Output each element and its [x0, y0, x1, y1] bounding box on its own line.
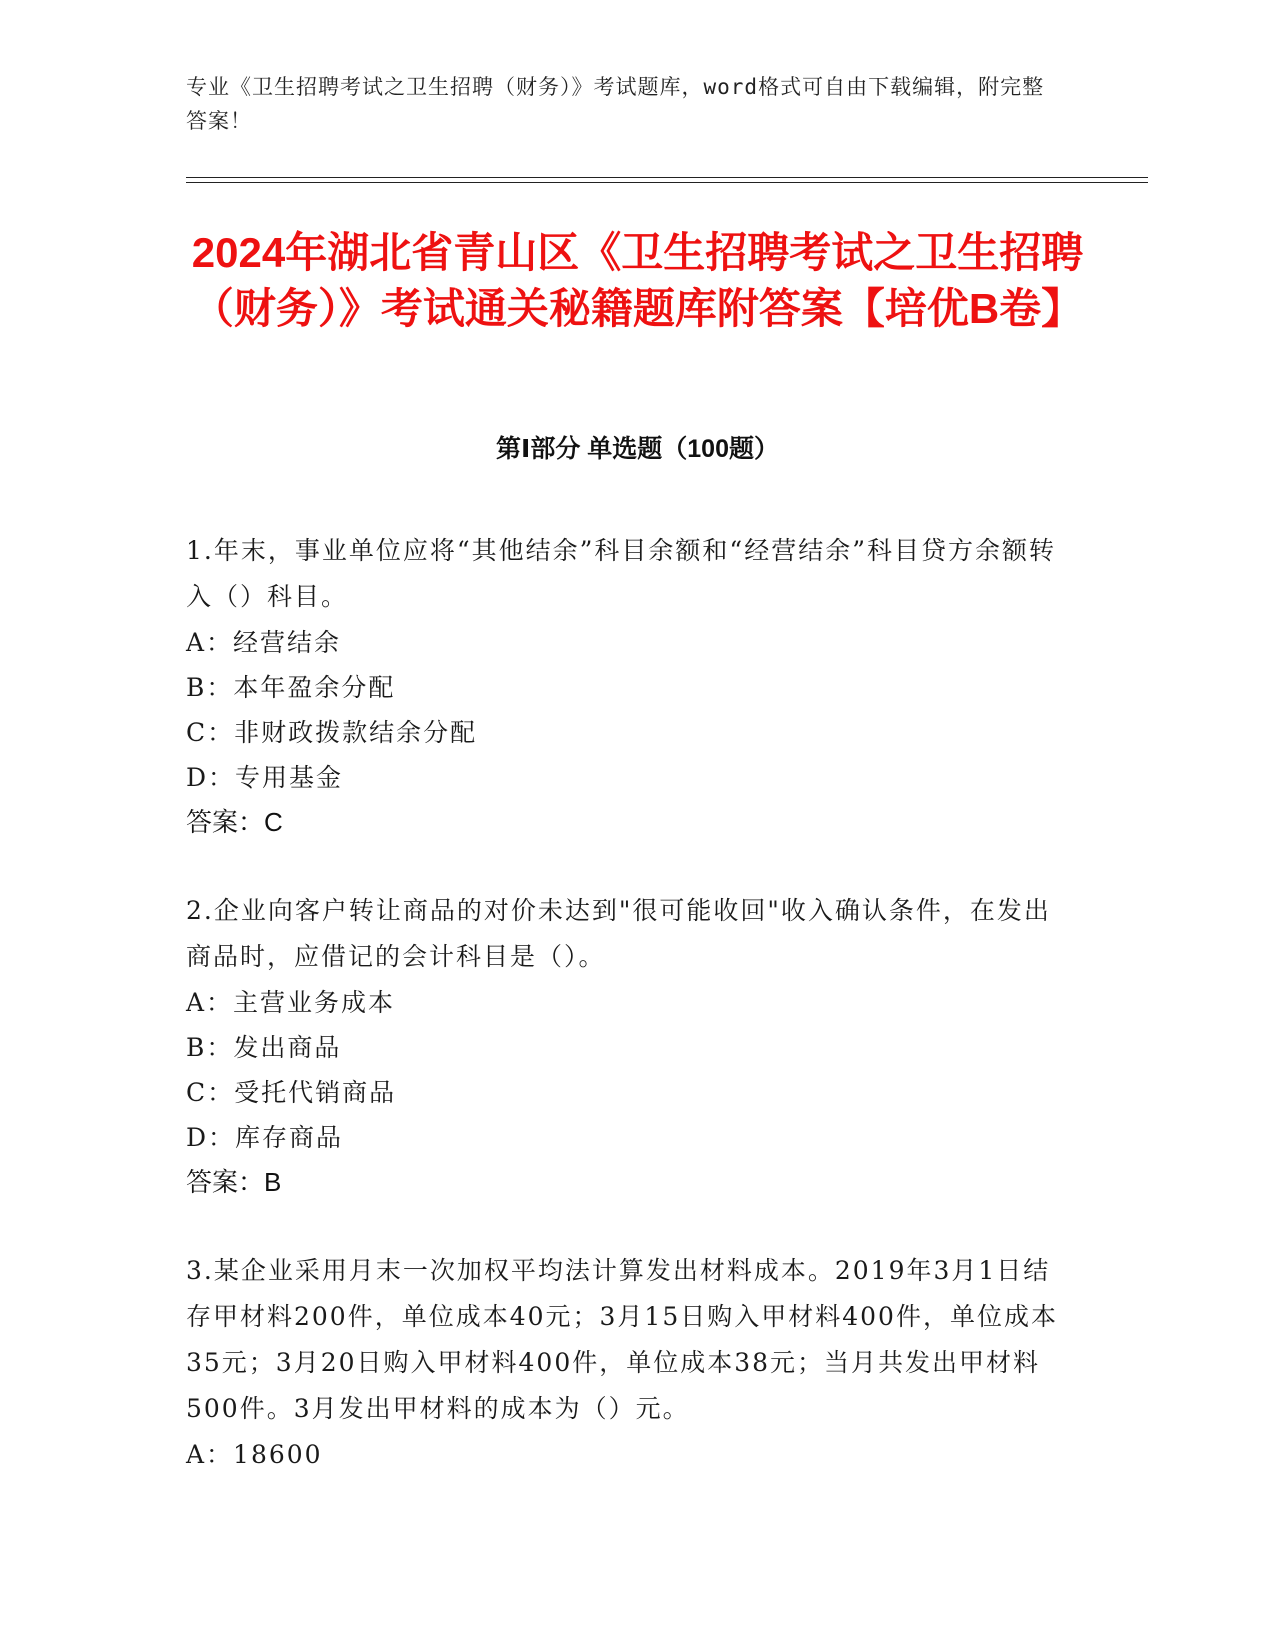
question-list: [186, 528, 1066, 1521]
option-a: A：主营业务成本: [186, 988, 396, 1017]
option-c: C：受托代销商品: [186, 1078, 397, 1107]
answer: 答案：C: [186, 807, 283, 837]
question-stem: 1.年末，事业单位应将“其他结余”科目余额和“经营结余”科目贷方余额转入（）科目。: [186, 536, 1056, 611]
option-d: D：库存商品: [186, 1123, 344, 1152]
header-divider-bottom: [186, 182, 1148, 183]
option-c: C：非财政拨款结余分配: [186, 718, 478, 747]
option-b: B：本年盈余分配: [186, 673, 396, 702]
option-a: A：18600: [186, 1440, 323, 1469]
option-a: A：经营结余: [186, 628, 342, 657]
answer: 答案：B: [186, 1167, 282, 1197]
header-note: 专业《卫生招聘考试之卫生招聘（财务）》考试题库，word格式可自由下载编辑，附完整答案！: [186, 75, 1045, 133]
question-stem: 3.某企业采用月末一次加权平均法计算发出材料成本。2019年3月1日结存甲材料200件，单位成本40元；3月15日购入甲材料400件，单位成本35元；3月20日购入甲材料400件，单位成本38元；当月共发出甲材料500件。3月发出甲材料的成本为（）元。: [186, 1256, 1058, 1423]
header-divider-top: [186, 177, 1148, 178]
question-1: [186, 528, 1066, 844]
option-b: B：发出商品: [186, 1033, 342, 1062]
question-2: [186, 888, 1066, 1204]
option-d: D：专用基金: [186, 763, 344, 792]
question-3: [186, 1248, 1066, 1477]
question-stem: 2.企业向客户转让商品的对价未达到"很可能收回"收入确认条件，在发出商品时，应借记的会计科目是（）。: [186, 896, 1051, 971]
document-title: 2024年湖北省青山区《卫生招聘考试之卫生招聘（财务）》考试通关秘籍题库附答案【培优B卷】: [191, 229, 1084, 332]
section-title: 第Ⅰ部分 单选题（100题）: [496, 435, 779, 463]
